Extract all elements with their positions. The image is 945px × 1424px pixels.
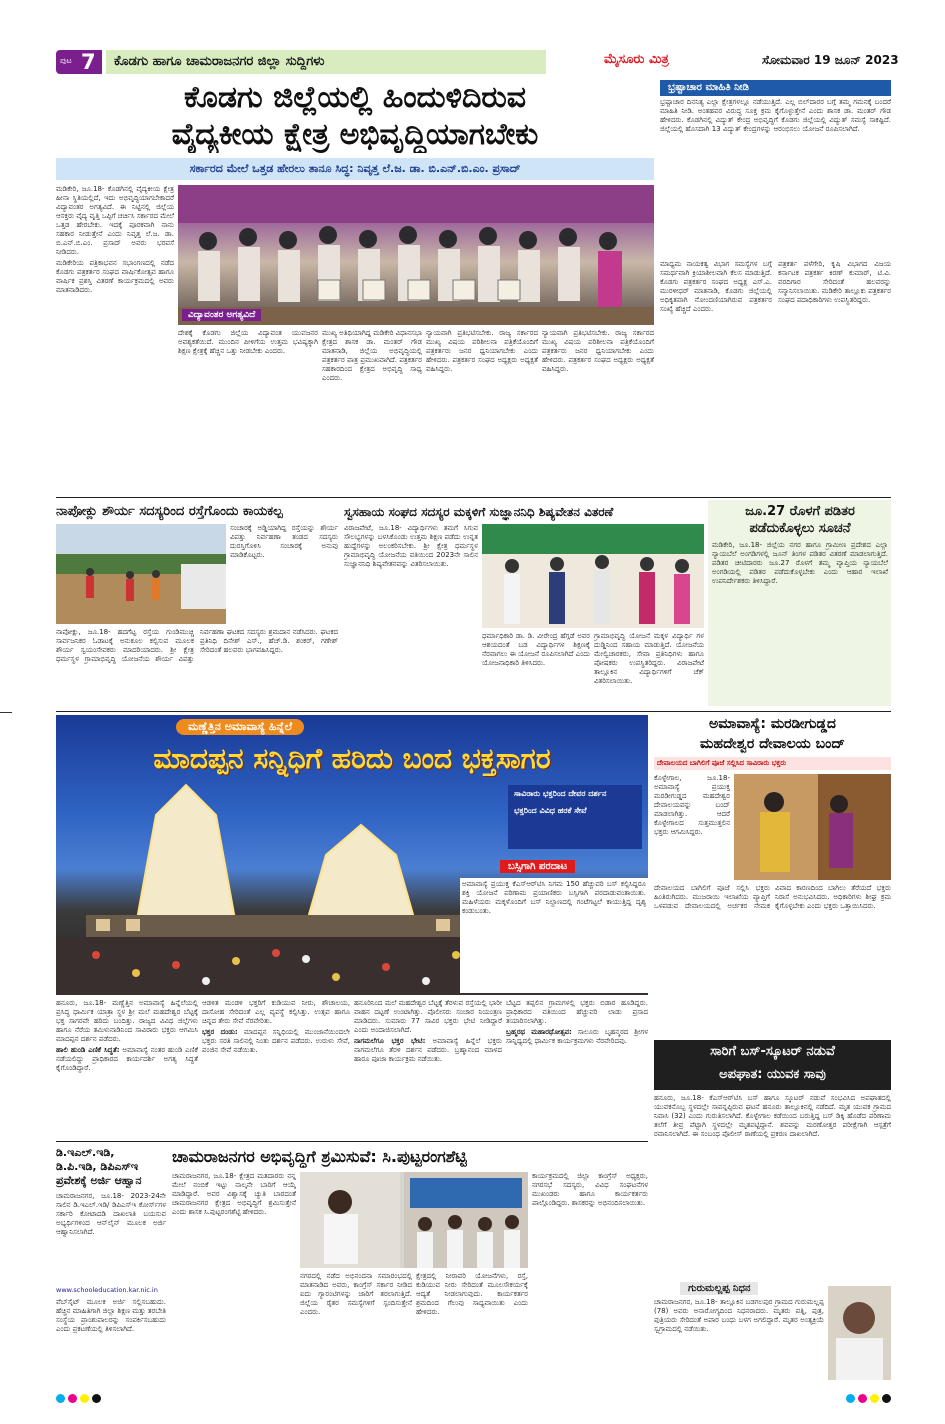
ded-headline-1: ಡಿ.ಇಎಲ್.ಇಡಿ,	[56, 1146, 115, 1159]
scholarship-column-1: ವಿರಾಜಪೇಟೆ, ಜೂ.18- ವಿದ್ಯಾರ್ಥಿಗಳು ತಮಗೆ ಸಿಗುವ ಸೌಲಭ್ಯಗಳನ್ನು ಬಳಸಿಕೊಂಡು ಉತ್ತಮ ಶಿಕ್ಷಣ ಪಡೆದು ಉನ್ನತ ಹುದ್ದೆಗಳನ್ನು ಅಲಂಕರಿಸಬೇಕು. ಶ್ರೀ ಕ್ಷೇತ್ರ ಧರ್ಮಸ್ಥಳ ಗ್ರಾಮಾಭಿವೃದ್ಧಿ ಯೋಜನೆಯ ವತಿಯಿಂದ 2023ನೇ ಸಾಲಿನ ಸುಜ್ಞಾನನಿಧಿ ಶಿಷ್ಯವೇತನವನ್ನು ವಿತರಿಸಲಾಯಿತು.	[344, 524, 478, 568]
ded-body-2: ವೆಬ್‌ಸೈಟ್ ಮೂಲಕ ಅರ್ಜಿ ಸಲ್ಲಿಸಬಹುದು. ಹೆಚ್ಚಿನ ಮಾಹಿತಿಗಾಗಿ ಜಿಲ್ಲಾ ಶಿಕ್ಷಣ ಮತ್ತು ತರಬೇತಿ ಸಂಸ್ಥೆಯ ಪ್ರಾಂಶುಪಾಲರನ್ನು ಸಂಪರ್ಕಿಸಬಹುದು ಎಂದು ಪ್ರಕಟಣೆಯಲ್ಲಿ ತಿಳಿಸಲಾಗಿದೆ.	[56, 1298, 166, 1333]
page-number-box	[56, 50, 102, 74]
scholarship-headline: ಸ್ವಸಹಾಯ ಸಂಘದ ಸದಸ್ಯರ ಮಕ್ಕಳಿಗೆ ಸುಜ್ಞಾನನಿಧಿ ಶಿಷ್ಯವೇತನ ವಿತರಣೆ	[344, 505, 614, 519]
masthead-logo: ಮೈಸೂರು ಮಿತ್ರ	[604, 52, 669, 67]
lead-subhead: ಸರ್ಕಾರದ ಮೇಲೆ ಒತ್ತಡ ಹೇರಲು ತಾನೂ ಸಿದ್ಧ: ನಿವೃತ್ತ ಲೆ.ಜ. ಡಾ. ಬಿ.ಎನ್.ಬಿ.ಎಂ. ಪ್ರಸಾದ್	[56, 158, 654, 180]
temple-headline: ಮಾದಪ್ಪನ ಸನ್ನಿಧಿಗೆ ಹರಿದು ಬಂದ ಭಕ್ತಸಾಗರ	[153, 742, 551, 775]
cnagar-photo-scene	[300, 1172, 528, 1268]
ded-headline-3: ಪ್ರವೇಶಕ್ಕೆ ಅರ್ಜಿ ಆಹ್ವಾನ	[56, 1174, 142, 1187]
maradi-side-text: ಕೊಳ್ಳೇಗಾಲ, ಜೂ.18- ಅಮಾವಾಸ್ಯೆ ಪ್ರಯುಕ್ತ ಮರಡೀಗುಡ್ಡದ ಮಹದೇಶ್ವರ ದೇವಾಲಯವನ್ನು ಬಂದ್ ಮಾಡಲಾಗಿತ್ತು. ಆದರೆ ಕೊಳ್ಳೇಗಾಲದ ಸುತ್ತಮುತ್ತಲಿನ ಭಕ್ತರು ಆಗಮಿಸಿದ್ದರು.	[654, 774, 730, 836]
bus-trouble-heading: ಬಸ್ಸಿಗಾಗಿ ಪರದಾಟ	[500, 860, 575, 873]
color-registration-right	[846, 1388, 894, 1398]
page-header	[56, 50, 899, 74]
maradi-strap: ದೇವಾಲಯದ ಬಾಗಿಲಿಗೆ ಪೂಜೆ ಸಲ್ಲಿಸಿದ ಸಾವಿರಾರು ಭಕ್ತರು	[654, 757, 891, 770]
divider	[56, 1141, 648, 1142]
maradi-headline-1: ಅಮಾವಾಸ್ಯೆ: ಮರಡೀಗುಡ್ಡದ	[709, 716, 836, 732]
ration-headline-2: ಪಡೆದುಕೊಳ್ಳಲು ಸೂಚನೆ	[749, 521, 851, 536]
corruption-body-3: ಪತ್ರಕರ್ತ ಪಳೆಗೇರಿ, ಕೃಷಿ ವಿಭಾಗದ ವಿಜಯ ಕರ್ನಾಟಕ ಪತ್ರಕರ್ತ ಕಿರಣ್ ಕುಮಾರ್, ಟಿ.ವಿ. ವರದಿಗಾರ ಸೇರಿದಂತೆ ಹಲವರನ್ನು ಸನ್ಮಾನಿಸಲಾಯಿತು. ಮಡಿಕೇರಿ ತಾಲ್ಲೂಕು ಪತ್ರಕರ್ತರ ಸಂಘದ ಪದಾಧಿಕಾರಿಗಳು ಉಪಸ್ಥಿತರಿದ್ದರು.	[778, 260, 891, 304]
accident-headline-box	[654, 1040, 891, 1090]
lead-column-3: ಮುಖ್ಯ ಅತಿಥಿಯಾಗಿದ್ದ ಮಡಿಕೇರಿ ವಿಧಾನಸಭಾ ಕ್ಷೇತ್ರದ ಶಾಸಕ ಡಾ. ಮಂತರ್ ಗೌಡ ಮಾತನಾಡಿ, ಜಿಲ್ಲೆಯ ಅಭಿವೃದ್ಧಿಯಲ್ಲಿ ಪತ್ರಕರ್ತರ ಪಾತ್ರ ಪ್ರಮುಖವಾಗಿದೆ. ಪತ್ರಕರ್ತರ ಸಹಕಾರದಿಂದ ಕ್ಷೇತ್ರದ ಅಭಿವೃದ್ಧಿ ಸಾಧ್ಯ ಎಂದರು.	[322, 329, 422, 382]
maradi-photo-scene	[734, 774, 891, 880]
lead-column-1: ಮಡಿಕೇರಿ, ಜೂ.18- ಕೊಡಗಿನಲ್ಲಿ ವೈದ್ಯಕೀಯ ಕ್ಷೇತ್ರ ಹೀನಾ ಸ್ಥಿತಿಯಲ್ಲಿದೆ, ಇದು ಅಭಿವೃದ್ಧಿಯಾಗಬೇಕಾದರೆ ವಿದ್ಯಾವಂತರ ಅಗತ್ಯವಿದೆ. ಈ ನಿಟ್ಟಿನಲ್ಲಿ ಜಿಲ್ಲೆಯ ಆಸಕ್ತರು ವೈದ್ಯ ವೃತ್ತಿ ಒಪ್ಪಿಗೆ ಚರ್ಚಿಸಿ ಸರ್ಕಾರದ ಮೇಲೆ ಒತ್ತಡ ಹೇರಬೇಕು. ಇದಕ್ಕೆ ಪೂರಕವಾಗಿ ನಾನು ಸಹಕಾರ ನೀಡುತ್ತೇನೆ ಎಂದು ನಿವೃತ್ತ ಲೆ.ಜ. ಡಾ. ಬಿ.ಎನ್.ಬಿ.ಎಂ. ಪ್ರಸಾದ್ ಅವರು ಭರವಸೆ ನೀಡಿದರು. ಮಡಿಕೇರಿಯ ಪತ್ರಿಕಾಭವನ ಸಭಾಂಗಣದಲ್ಲಿ ನಡೆದ ಕೊಡಗು ಪತ್ರಕರ್ತರ ಸಂಘದ ವಾರ್ಷಿಕೋತ್ಸವ ಹಾಗೂ ವಾರ್ಷಿಕ ಪ್ರಶಸ್ತಿ ವಿತರಣೆ ಕಾರ್ಯಕ್ರಮದಲ್ಲಿ ಅವರು ಮಾತನಾಡಿದರು.	[56, 185, 174, 294]
bus-trouble-body: ಅಮಾವಾಸ್ಯೆ ಪ್ರಯುಕ್ತ ಕೆಎಸ್‌ಆರ್‌ಟಿಸಿ ನಿಗಮ 150 ಹೆಚ್ಚುವರಿ ಬಸ್ ಕಲ್ಪಿಸಿದ್ದರೂ ಶಕ್ತಿ ಯೋಜನೆ ಪರಿಣಾಮ ಪ್ರಯಾಣಿಕರು ಬಸ್ಸಿಗಾಗಿ ಪರದಾಡುವಂತಾಯಿತು. ಮಹಿಳೆಯರು ಮಕ್ಕಳೊಂದಿಗೆ ಬಸ್ ನಿಲ್ದಾಣದಲ್ಲಿ ಗಂಟೆಗಟ್ಟಲೆ ಕಾಯುತ್ತಿದ್ದ ದೃಶ್ಯ ಕಂಡುಬಂತು.	[460, 878, 648, 993]
highlight-bullet-1: ಸಾವಿರಾರು ಭಕ್ತರಿಂದ ದೇವರ ದರ್ಶನ	[514, 789, 607, 798]
award-photo-figures	[178, 185, 654, 325]
corruption-body-2: ಮಾಧ್ಯಮ ನಾಯಕತ್ವ ವಿಭಾಗ ಸಮಸ್ಯೆಗಳ ಬಗ್ಗೆ ಸಮರ್ಥವಾಗಿ ಕ್ರಿಯಾಶೀಲವಾಗಿ ಕೆಲಸ ಮಾಡುತ್ತಿದೆ. ಕೊಡಗು ಪತ್ರಕರ್ತರ ಸಂಘದ ಅಧ್ಯಕ್ಷ ಎಸ್.ಎ. ಮುರಳೀಧರ್ ಮಾತನಾಡಿ, ಕೊಡಗು ಜಿಲ್ಲೆಯಲ್ಲಿ ಅಧಿಕೃತವಾಗಿ ನೋಂದಣಿಯಾಗಿರುವ ಪತ್ರಕರ್ತರ ಸಂಖ್ಯೆ ಹೆಚ್ಚಿದೆ ಎಂದರು.	[660, 260, 772, 313]
temple-column-4: ಬೆಟ್ಟದ ತಪ್ಪಲಿನ ಗ್ರಾಮಗಳಲ್ಲಿ ಭಕ್ತರು ಬಿಡಾರ ಹೂಡಿದ್ದರು. ಪ್ರಾಧಿಕಾರದ ವತಿಯಿಂದ ಹೆಚ್ಚುವರಿ ಲಾಡು ಪ್ರಸಾದ ತಯಾರಿಸಲಾಗಿತ್ತು. ಬ್ರಹ್ಮರಥ ಮಹಾರಥೋತ್ಸವ: ಸಾಲೂರು ಬೃಹನ್ಮಠದ ಶ್ರೀಗಳ ಸಾನ್ನಿಧ್ಯದಲ್ಲಿ ಧಾರ್ಮಿಕ ಕಾರ್ಯಕ್ರಮಗಳು ನೆರವೇರಿದವು.	[506, 999, 648, 1045]
page-number: 7	[81, 50, 96, 74]
ded-headline-2: ಡಿ.ಪಿ.ಇಡಿ, ಡಿಪಿಎಸ್‌ಇ	[56, 1160, 139, 1173]
ration-headline-1: ಜೂ.27 ರೊಳಗೆ ಪಡಿತರ	[745, 504, 855, 519]
accident-headline-1: ಸಾರಿಗೆ ಬಸ್-ಸ್ಕೂಟರ್ ನಡುವೆ	[710, 1044, 835, 1059]
award-group-photo	[178, 185, 654, 325]
crop-mark	[0, 712, 12, 713]
lead-headline-1: ಕೊಡಗು ಜಿಲ್ಲೆಯಲ್ಲಿ ಹಿಂದುಳಿದಿರುವ	[183, 80, 526, 115]
scholarship-column-2: ಧರ್ಮಾಧಿಕಾರಿ ಡಾ. ಡಿ. ವೀರೇಂದ್ರ ಹೆಗ್ಗಡೆ ಅವರ ಆಶಯದಂತೆ ಬಡ ವಿದ್ಯಾರ್ಥಿಗಳ ಶಿಕ್ಷಣಕ್ಕೆ ನೆರವಾಗಲು ಈ ಯೋಜನೆ ರೂಪಿಸಲಾಗಿದೆ ಎಂದು ಯೋಜನಾಧಿಕಾರಿ ತಿಳಿಸಿದರು.	[482, 632, 590, 667]
accident-body: ಹನೂರು, ಜೂ.18- ಕೆಎಸ್‌ಆರ್‌ಟಿಸಿ ಬಸ್ ಹಾಗೂ ಸ್ಕೂಟರ್ ನಡುವೆ ಸಂಭವಿಸಿದ ಅಪಘಾತದಲ್ಲಿ ಯುವಕನೊಬ್ಬ ಸ್ಥಳದಲ್ಲೇ ಸಾವನ್ನಪ್ಪಿರುವ ಘಟನೆ ಹನೂರು ತಾಲ್ಲೂಕಿನಲ್ಲಿ ನಡೆದಿದೆ. ಮೃತ ಯುವಕ ಗ್ರಾಮದ ನಿವಾಸಿ (32) ಎಂದು ಗುರುತಿಸಲಾಗಿದೆ. ಕೊಳ್ಳೇಗಾಲ ಕಡೆಯಿಂದ ಬರುತ್ತಿದ್ದ ಬಸ್ ಡಿಕ್ಕಿ ಹೊಡೆದ ಪರಿಣಾಮ ತಲೆಗೆ ತೀವ್ರ ಪೆಟ್ಟಾಗಿ ಸ್ಥಳದಲ್ಲೇ ಮೃತಪಟ್ಟಿದ್ದಾನೆ. ಶವವನ್ನು ಮರಣೋತ್ತರ ಪರೀಕ್ಷೆಗಾಗಿ ಆಸ್ಪತ್ರೆಗೆ ರವಾನಿಸಲಾಗಿದೆ. ಈ ಸಂಬಂಧ ಪೊಲೀಸ್ ಠಾಣೆಯಲ್ಲಿ ಪ್ರಕರಣ ದಾಖಲಾಗಿದೆ.	[654, 1094, 891, 1138]
scholarship-photo	[482, 524, 704, 628]
scholarship-photo-scene	[482, 524, 704, 628]
temple-kicker: ಮಣ್ಣೆತ್ತಿನ ಅಮಾವಾಸ್ಯೆ ಹಿನ್ನೆಲೆ	[176, 719, 304, 735]
cnagar-event-photo	[300, 1172, 528, 1268]
temple-column-2: ಆಡಳಿತ ಮಂಡಳಿ ಭಕ್ತರಿಗೆ ಕುಡಿಯುವ ನೀರು, ಶೌಚಾಲಯ, ದಾಸೋಹ ಸೇರಿದಂತೆ ಎಲ್ಲ ವ್ಯವಸ್ಥೆ ಕಲ್ಪಿಸಿತ್ತು. ಉತ್ಸವ ಹಾಗೂ ಚಿನ್ನದ ತೇರು ಸೇವೆ ನೆರವೇರಿತು. ಭಕ್ತರ ದಂಡು: ಮಾದಪ್ಪನ ಸನ್ನಿಧಿಯಲ್ಲಿ ಮುಂಜಾನೆಯಿಂದಲೇ ಭಕ್ತರು ಸರತಿ ಸಾಲಿನಲ್ಲಿ ನಿಂತು ದರ್ಶನ ಪಡೆದರು. ಉರುಳು ಸೇವೆ, ಪಂಜಿನ ಸೇವೆ ನಡೆಯಿತು.	[202, 999, 350, 1054]
temple-column-3: ಹನೂರಿನಿಂದ ಮಲೆ ಮಹದೇಶ್ವರ ಬೆಟ್ಟಕ್ಕೆ ತೆರಳುವ ರಸ್ತೆಯಲ್ಲಿ ಭಾರೀ ವಾಹನ ದಟ್ಟಣೆ ಉಂಟಾಗಿತ್ತು. ಪೊಲೀಸರು ಸಂಚಾರ ನಿಯಂತ್ರಣ ಮಾಡಿದರು. ಸುಮಾರು 77 ಸಾವಿರ ಭಕ್ತರು ಭೇಟಿ ನೀಡಿದ್ದಾರೆ ಎಂದು ಅಂದಾಜಿಸಲಾಗಿದೆ. ನಾಗಮಲೆಗೂ ಭಕ್ತರ ಭೇಟಿ: ಅಮಾವಾಸ್ಯೆ ಹಿನ್ನೆಲೆ ಭಕ್ತರು ನಾಗಮಲೆಗೂ ತೆರಳಿ ದರ್ಶನ ಪಡೆದರು. ಬ್ರಹ್ಮಾನಂದ ಮಾಳದ ಹಾರೂ ಪೂಜಾ ಕಾರ್ಯಕ್ರಮ ನಡೆಯಿತು.	[354, 999, 502, 1063]
issue-date: ಸೋಮವಾರ 19 ಜೂನ್ 2023	[762, 53, 899, 67]
ration-body: ಮಡಿಕೇರಿ, ಜೂ.18- ಜಿಲ್ಲೆಯ ನಗರ ಹಾಗೂ ಗ್ರಾಮೀಣ ಪ್ರದೇಶದ ಎಲ್ಲಾ ನ್ಯಾಯಬೆಲೆ ಅಂಗಡಿಗಳಲ್ಲಿ ಜೂನ್ ತಿಂಗಳ ಪಡಿತರ ವಿತರಣೆ ಮಾಡಲಾಗುತ್ತಿದೆ. ಪಡಿತರ ಚೀಟಿದಾರರು ಜೂ.27 ರೊಳಗೆ ತಮ್ಮ ವ್ಯಾಪ್ತಿಯ ನ್ಯಾಯಬೆಲೆ ಅಂಗಡಿಯಲ್ಲಿ ಪಡಿತರ ಪಡೆದುಕೊಳ್ಳಬೇಕು ಎಂದು ಆಹಾರ ಇಲಾಖೆ ಉಪನಿರ್ದೇಶಕರು ತಿಳಿಸಿದ್ದಾರೆ.	[712, 541, 888, 585]
accident-headline-2: ಅಪಘಾತ: ಯುವಕ ಸಾವು	[719, 1067, 826, 1082]
cnagar-column-4: ಕಾರ್ಯಕ್ರಮದಲ್ಲಿ ಜಿಲ್ಲಾ ಕಾಂಗ್ರೆಸ್ ಅಧ್ಯಕ್ಷರು, ನಗರಸಭೆ ಸದಸ್ಯರು, ವಿವಿಧ ಸಂಘಟನೆಗಳ ಮುಖಂಡರು ಹಾಗೂ ಕಾರ್ಯಕರ್ತರು ಪಾಲ್ಗೊಂಡಿದ್ದರು. ಶಾಸಕರನ್ನು ಅಭಿನಂದಿಸಲಾಯಿತು.	[532, 1172, 648, 1207]
road-photo-scene	[56, 524, 226, 624]
obituary-body: ಚಾಮರಾಜನಗರ, ಜೂ.18- ತಾಲ್ಲೂಕಿನ ಬಡಗಲಪುರ ಗ್ರಾಮದ ಗುರುಮಲ್ಲಪ್ಪ (78) ಅವರು ಅನಾರೋಗ್ಯದಿಂದ ನಿಧನರಾದರು. ಮೃತರು ಪತ್ನಿ, ಪುತ್ರ, ಪುತ್ರಿಯರು ಸೇರಿದಂತೆ ಅಪಾರ ಬಂಧು ಬಳಗ ಅಗಲಿದ್ದಾರೆ. ಮೃತರ ಅಂತ್ಯಕ್ರಿಯೆ ಸ್ವಗ್ರಾಮದಲ್ಲಿ ನಡೆಯಿತು.	[654, 1298, 824, 1333]
lead-column-4: ನ್ಯಾಯವಾಗಿ ಪ್ರತಿಭಟಿಸಬೇಕು. ರಾಜ್ಯ ಸರ್ಕಾರದ ಮುಖ್ಯ ವಿಷಯ ಪರಿಶೀಲನಾ ಪತ್ರಿಕೆಯೊಂದಿಗೆ ಪತ್ರಕರ್ತರು ಜನರ ಧ್ವನಿಯಾಗಬೇಕು ಎಂದು ಹೇಳಿದರು. ಪತ್ರಕರ್ತರ ಸಂಘದ ಅಧ್ಯಕ್ಷರು ಅಧ್ಯಕ್ಷತೆ ವಹಿಸಿದ್ದರು.	[426, 329, 538, 373]
highlight-bullet-2: ಭಕ್ತರಿಂದ ವಿವಿಧ ಹರಕೆ ಸೇವೆ	[514, 806, 587, 815]
road-side-text: ಸಂಚಾರಕ್ಕೆ ಅಡ್ಡಿಯಾಗಿದ್ದ ರಸ್ತೆಯನ್ನು ಶೌರ್ಯ ವಿಪತ್ತು ನಿರ್ವಹಣಾ ತಂಡದ ಸದಸ್ಯರು ದುರಸ್ತಿಗೊಳಿಸಿ ಸಂಚಾರಕ್ಕೆ ಅನುವು ಮಾಡಿಕೊಟ್ಟರು.	[230, 524, 338, 559]
cnagar-headline: ಚಾಮರಾಜನಗರ ಅಭಿವೃದ್ಧಿಗೆ ಶ್ರಮಿಸುವೆ: ಸಿ.ಪುಟ್ಟರಂಗಶೆಟ್ಟಿ	[172, 1147, 467, 1166]
corruption-heading: ಭ್ರಷ್ಟಾಚಾರ ಮಾಹಿತಿ ನೀಡಿ	[660, 80, 891, 96]
temple-column-1: ಹನೂರು, ಜೂ.18- ಮಣ್ಣೆತ್ತಿನ ಅಮಾವಾಸ್ಯೆ ಹಿನ್ನೆಲೆಯಲ್ಲಿ ಪ್ರಸಿದ್ಧ ಧಾರ್ಮಿಕ ಯಾತ್ರಾ ಸ್ಥಳ ಶ್ರೀ ಮಲೆ ಮಹದೇಶ್ವರ ಬೆಟ್ಟಕ್ಕೆ ಭಕ್ತ ಸಾಗರವೇ ಹರಿದು ಬಂದಿತ್ತು. ರಾಜ್ಯದ ವಿವಿಧ ಜಿಲ್ಲೆಗಳು ಹಾಗೂ ನೆರೆಯ ತಮಿಳುನಾಡಿನಿಂದ ಸಾವಿರಾರು ಭಕ್ತರು ಆಗಮಿಸಿ ಮಾದಪ್ಪನ ದರ್ಶನ ಪಡೆದರು. ಹಾಲಿ ಹುಂಡಿ ಎಣಿಕೆ ಸಿದ್ಧತೆ: ಅಮಾವಾಸ್ಯೆ ನಂತರ ಹುಂಡಿ ಎಣಿಕೆ ನಡೆಯಲಿದ್ದು ಪ್ರಾಧಿಕಾರದ ಕಾರ್ಯದರ್ಶಿ ಅಗತ್ಯ ಸಿದ್ಧತೆ ಕೈಗೊಂಡಿದ್ದಾರೆ.	[56, 999, 198, 1072]
temple-highlights	[508, 785, 642, 849]
cnagar-column-2: ನಗರದಲ್ಲಿ ನಡೆದ ಅಭಿನಂದನಾ ಸಮಾರಂಭದಲ್ಲಿ ಮಾತನಾಡಿದ ಅವರು, ಕಾಂಗ್ರೆಸ್ ಸರ್ಕಾರ ನೀಡಿದ ಐದು ಗ್ಯಾರಂಟಿಗಳನ್ನು ಜಾರಿಗೆ ತರಲಾಗುತ್ತಿದೆ. ಜಿಲ್ಲೆಯ ರೈತರ ಸಮಸ್ಯೆಗಳಿಗೆ ಸ್ಪಂದಿಸುತ್ತೇನೆ ಎಂದರು.	[300, 1272, 412, 1316]
maradi-devotee-photo	[734, 774, 891, 880]
corruption-body: ಭ್ರಷ್ಟಾಚಾರ ದಿನನಿತ್ಯ ಎಲ್ಲಾ ಕ್ಷೇತ್ರಗಳಲ್ಲೂ ನಡೆಯುತ್ತಿದೆ. ಎಲ್ಲ ಬಿಲ್‌ದಾರರ ಬಗ್ಗೆ ತಮ್ಮ ಗಮನಕ್ಕೆ ಬಂದರೆ ಮಾಹಿತಿ ನೀಡಿ. ಅಂತಹವರ ವಿರುದ್ಧ ಸೂಕ್ತ ಕ್ರಮ ಕೈಗೊಳ್ಳುತ್ತೇನೆ ಎಂದು ಶಾಸಕ ಡಾ. ಮಂತರ್ ಗೌಡ ಹೇಳಿದರು. ಕೊಡಗಿನಲ್ಲಿ ವಿದ್ಯುತ್ ಕೇಂದ್ರ ಅಭಿವೃದ್ಧಿಗೆ ಕೊಡಗು ಜಿಲ್ಲೆಯಲ್ಲಿ ವಿದ್ಯುತ್ ಸಮಸ್ಯೆ ಸಾಕಷ್ಟಿದೆ. ಜಿಲ್ಲೆಯಲ್ಲಿ ಹೊಸದಾಗಿ 13 ವಿದ್ಯುತ್ ಕೇಂದ್ರಗಳನ್ನು ಆರಂಭಿಸಲು ಯೋಜನೆ ರೂಪಿಸಲಾಗಿದೆ.	[660, 98, 891, 133]
page-label: ಪುಟ	[60, 56, 72, 65]
photo-caption: ವಿದ್ಯಾವಂತರ ಅಗತ್ಯವಿದೆ	[182, 309, 261, 321]
divider	[56, 711, 891, 712]
cnagar-column-3: ಕ್ಷೇತ್ರದಲ್ಲಿ ನೀರಾವರಿ ಯೋಜನೆಗಳು, ರಸ್ತೆ, ಕುಡಿಯುವ ನೀರು ಸೇರಿದಂತೆ ಮೂಲಸೌಕರ್ಯಕ್ಕೆ ಆದ್ಯತೆ ನೀಡಲಾಗುವುದು. ಕಾರ್ಯಕರ್ತರ ಶ್ರಮದಿಂದ ಗೆಲುವು ಸಾಧ್ಯವಾಯಿತು ಎಂದು ಹೇಳಿದರು.	[416, 1272, 528, 1316]
ded-body: ಚಾಮರಾಜನಗರ, ಜೂ.18- 2023-24ನೇ ಸಾಲಿನ ಡಿ.ಇಎಲ್.ಇಡಿ/ ಡಿಪಿಎಸ್‌ಇ ಕೋರ್ಸ್‌ಗಳ ಸರ್ಕಾರಿ ಕೋಟಾದಡಿ ದಾಖಲಾತಿ ಬಯಸುವ ಅಭ್ಯರ್ಥಿಗಳಿಂದ ಆನ್‌ಲೈನ್ ಮೂಲಕ ಅರ್ಜಿ ಆಹ್ವಾನಿಸಲಾಗಿದೆ.	[56, 1192, 166, 1236]
road-body: ನಾಪೋಕ್ಲು, ಜೂ.18- ಹದಗೆಟ್ಟ ರಸ್ತೆಯ ಗುಂಡಿಮುಚ್ಚಿ ಸಾರ್ವಜನಿಕರ ಓಡಾಟಕ್ಕೆ ಅನುಕೂಲ ಕಲ್ಪಿಸುವ ಮೂಲಕ ಶೌರ್ಯ ಸ್ವಯಂಸೇವಕರು ಮಾದರಿಯಾದರು. ಶ್ರೀ ಕ್ಷೇತ್ರ ಧರ್ಮಸ್ಥಳ ಗ್ರಾಮಾಭಿವೃದ್ಧಿ ಯೋಜನೆಯ ಶೌರ್ಯ ವಿಪತ್ತು ನಿರ್ವಹಣಾ ಘಟಕದ ಸದಸ್ಯರು ಶ್ರಮದಾನ ನಡೆಸಿದರು. ಘಟಕದ ಪ್ರತಿನಿಧಿ ದಿನೇಶ್ ಎಸ್., ಹೆಚ್.ಡಿ. ಶಂಕರ್, ಗಣೇಶ್ ಸೇರಿದಂತೆ ಹಲವರು ಭಾಗವಹಿಸಿದ್ದರು.	[56, 628, 338, 663]
cnagar-column-1: ಚಾಮರಾಜನಗರ, ಜೂ.18- ಕ್ಷೇತ್ರದ ಮತದಾರರು ನನ್ನ ಮೇಲೆ ನಂಬಿಕೆ ಇಟ್ಟು ನಾಲ್ಕನೇ ಬಾರಿಗೆ ಆಯ್ಕೆ ಮಾಡಿದ್ದಾರೆ. ಅವರ ವಿಶ್ವಾಸಕ್ಕೆ ಚ್ಯುತಿ ಬಾರದಂತೆ ಚಾಮರಾಜನಗರ ಕ್ಷೇತ್ರದ ಅಭಿವೃದ್ಧಿಗೆ ಶ್ರಮಿಸುತ್ತೇನೆ ಎಂದು ಶಾಸಕ ಸಿ.ಪುಟ್ಟರಂಗಶೆಟ್ಟಿ ಹೇಳಿದರು.	[172, 1172, 296, 1216]
road-repair-photo	[56, 524, 226, 624]
divider	[56, 497, 891, 498]
maradi-body: ದೇವಾಲಯದ ಬಾಗಿಲಿಗೆ ಪೂಜೆ ಸಲ್ಲಿಸಿ ಭಕ್ತರು ಹಿಂತಿರುಗಿದರು. ಮುಜರಾಯಿ ಇಲಾಖೆಯ ವ್ಯಾಪ್ತಿಗೆ ಒಳಪಡುವ ದೇವಾಲಯದಲ್ಲಿ ಅರ್ಚಕರ ನೇಮಕ ವಿವಾದ ಕಾರಣದಿಂದ ಬಾಗಿಲು ತೆರೆಯದೆ ಭಕ್ತರು ನಿರಾಸೆ ಅನುಭವಿಸಿದರು. ಅಧಿಕಾರಿಗಳು ಶೀಘ್ರ ಕ್ರಮ ಕೈಗೊಳ್ಳಬೇಕು ಎಂದು ಭಕ್ತರು ಒತ್ತಾಯಿಸಿದರು.	[654, 884, 891, 910]
scholarship-column-3: ಗ್ರಾಮಾಭಿವೃದ್ಧಿ ಯೋಜನೆ ಮಕ್ಕಳ ವಿದ್ಯಾರ್ಥಿ ಗಳ ದುಡ್ಡಿನಿಂದ ಸಹಾಯ ಮಾಡುತ್ತಿದೆ. ಯೋಜನೆಯ ಮೇಲ್ವಿಚಾರಕರು, ಸೇವಾ ಪ್ರತಿನಿಧಿಗಳು ಹಾಗೂ ಪೋಷಕರು ಉಪಸ್ಥಿತರಿದ್ದರು. ವಿರಾಜಪೇಟೆ ತಾಲ್ಲೂಕಿನ ವಿದ್ಯಾರ್ಥಿಗಳಿಗೆ ಚೆಕ್ ವಿತರಿಸಲಾಯಿತು.	[594, 632, 704, 685]
section-title: ಕೊಡಗು ಹಾಗೂ ಚಾಮರಾಜನಗರ ಜಿಲ್ಲಾ ಸುದ್ದಿಗಳು	[106, 50, 546, 74]
maradi-headline-2: ಮಹದೇಶ್ವರ ದೇವಾಲಯ ಬಂದ್	[700, 736, 845, 752]
portrait-figure	[828, 1286, 891, 1380]
lead-column-2: ದೇಶಕ್ಕೆ ಕೊಡಗು ಜಿಲ್ಲೆಯ ವಿದ್ಯಾವಂತ ಯುವಜನರ ಅವಶ್ಯಕತೆಯಿದೆ. ಮುಂದಿನ ಪೀಳಿಗೆಯ ಉತ್ತಮ ಭವಿಷ್ಯಕ್ಕಾಗಿ ಶಿಕ್ಷಣ ಕ್ಷೇತ್ರಕ್ಕೆ ಹೆಚ್ಚಿನ ಒತ್ತು ನೀಡಬೇಕು ಎಂದರು.	[178, 329, 318, 355]
ded-website-link[interactable]: www.schooleducation.kar.nic.in	[56, 1286, 158, 1294]
lead-column-5: ನ್ಯಾಯವಾಗಿ ಪ್ರತಿಭಟಿಸಬೇಕು. ರಾಜ್ಯ ಸರ್ಕಾರದ ಮುಖ್ಯ ವಿಷಯ ಪರಿಶೀಲನಾ ಪತ್ರಿಕೆಯೊಂದಿಗೆ ಪತ್ರಕರ್ತರು ಜನರ ಧ್ವನಿಯಾಗಬೇಕು ಎಂದು ಹೇಳಿದರು. ಪತ್ರಕರ್ತರ ಸಂಘದ ಅಧ್ಯಕ್ಷರು ಅಧ್ಯಕ್ಷತೆ ವಹಿಸಿದ್ದರು.	[542, 329, 654, 373]
obituary-portrait	[828, 1286, 891, 1380]
color-registration-left	[56, 1388, 104, 1398]
lead-headline-2: ವೈದ್ಯಕೀಯ ಕ್ಷೇತ್ರ ಅಭಿವೃದ್ಧಿಯಾಗಬೇಕು	[171, 117, 539, 152]
obituary-heading: ಗುರುಮಲ್ಲಪ್ಪ ನಿಧನ	[680, 1282, 758, 1295]
road-headline: ನಾಪೋಕ್ಲು ಶೌರ್ಯ ಸದಸ್ಯರಿಂದ ರಸ್ತೆಗೊಂದು ಕಾಯಕಲ್ಪ	[56, 504, 283, 519]
